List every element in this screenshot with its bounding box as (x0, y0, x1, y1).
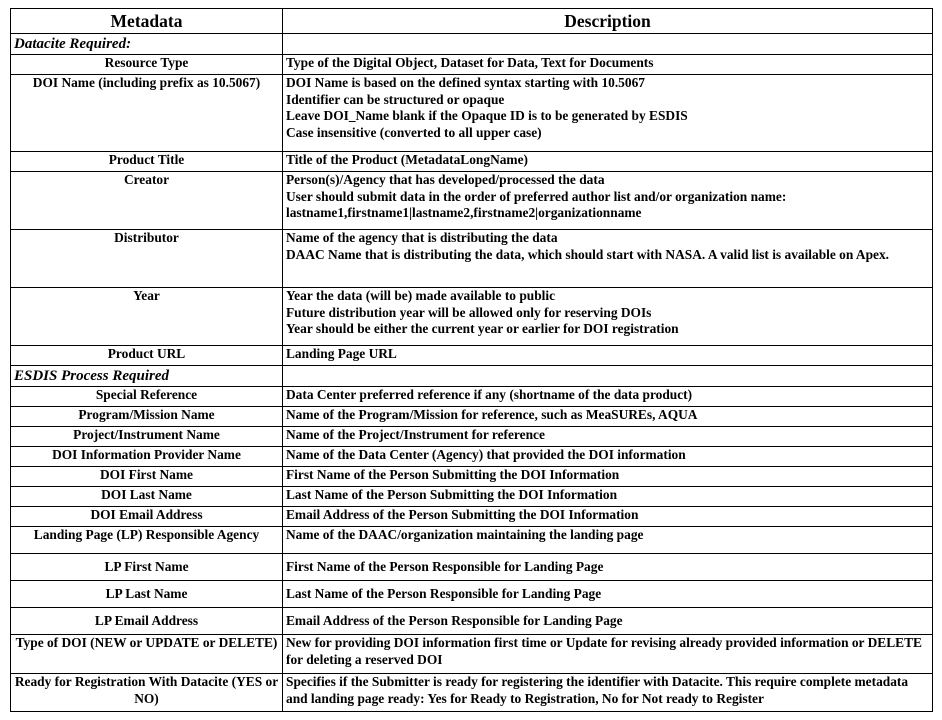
description-line: DAAC Name that is distributing the data, which should start with NASA. A valid list is available on Apex. (286, 246, 890, 262)
description-line: Last Name of the Person Responsible for Landing Page (286, 585, 602, 601)
description-line: First Name of the Person Responsible for Landing Page (286, 558, 604, 574)
description-line: Leave DOI_Name blank if the Opaque ID is to be generated by ESDIS (286, 108, 688, 123)
description-line: Title of the Product (MetadataLongName) (286, 152, 528, 167)
description-cell[interactable] (283, 581, 933, 608)
description-cell[interactable] (283, 407, 933, 427)
description-line: Landing Page URL (286, 346, 397, 361)
description-line: Type of the Digital Object, Dataset for Data, Text for Documents (286, 55, 654, 70)
description-line: Name of the DAAC/organization maintaining the landing page (286, 527, 644, 542)
table-row (11, 55, 933, 75)
description-line: Name of the Program/Mission for reference, such as MeaSUREs, AQUA (286, 407, 698, 422)
table-row (11, 152, 933, 172)
section-row (11, 366, 933, 387)
section-row (11, 34, 933, 55)
table-row (11, 427, 933, 447)
description-line: Email Address of the Person Submitting the DOI Information (286, 507, 639, 522)
description-line: Name of the agency that is distributing the data (286, 230, 558, 245)
description-line: Email Address of the Person Responsible for Landing Page (286, 612, 623, 628)
table-row (11, 554, 933, 581)
description-line: Person(s)/Agency that has developed/processed the data (286, 172, 605, 187)
description-cell[interactable] (283, 55, 933, 75)
description-cell[interactable] (283, 674, 933, 712)
metadata-cell[interactable]: DOI Email Address (11, 507, 283, 527)
section-title[interactable]: ESDIS Process Required (11, 366, 283, 387)
description-cell[interactable] (283, 487, 933, 507)
description-line: First Name of the Person Submitting the DOI Information (286, 467, 620, 482)
description-cell[interactable] (283, 527, 933, 554)
metadata-cell[interactable]: Ready for Registration With Datacite (YES or NO) (11, 674, 283, 712)
description-line: User should submit data in the order of preferred author list and/or organization name: (286, 188, 787, 204)
description-cell[interactable] (283, 230, 933, 288)
table-row (11, 346, 933, 366)
description-cell[interactable] (283, 608, 933, 635)
metadata-cell[interactable]: Creator (11, 172, 283, 230)
metadata-cell[interactable]: DOI Information Provider Name (11, 447, 283, 467)
description-cell[interactable] (283, 346, 933, 366)
table-row (11, 407, 933, 427)
description-line: Last Name of the Person Submitting the DOI Information (286, 487, 618, 502)
table-row (11, 387, 933, 407)
description-cell[interactable] (283, 427, 933, 447)
description-line: Future distribution year will be allowed only for reserving DOIs (286, 304, 652, 320)
metadata-cell[interactable]: Landing Page (LP) Responsible Agency (11, 527, 283, 554)
metadata-cell[interactable]: LP Last Name (11, 581, 283, 608)
table-row (11, 467, 933, 487)
description-cell[interactable] (283, 288, 933, 346)
table-row (11, 581, 933, 608)
metadata-table (10, 8, 933, 712)
metadata-cell[interactable]: DOI Name (including prefix as 10.5067) (11, 75, 283, 152)
header-row (11, 9, 933, 34)
description-line: Year the data (will be) made available to public (286, 288, 556, 303)
metadata-cell[interactable]: Type of DOI (NEW or UPDATE or DELETE) (11, 635, 283, 674)
description-cell[interactable] (283, 467, 933, 487)
header-description[interactable]: Description (283, 9, 933, 34)
table-row (11, 674, 933, 712)
description-cell[interactable] (283, 152, 933, 172)
description-line: Name of the Data Center (Agency) that provided the DOI information (286, 447, 686, 462)
table-row (11, 75, 933, 152)
table-row (11, 527, 933, 554)
metadata-cell[interactable]: Year (11, 288, 283, 346)
metadata-cell[interactable]: LP First Name (11, 554, 283, 581)
metadata-cell[interactable]: LP Email Address (11, 608, 283, 635)
description-line: Specifies if the Submitter is ready for registering the identifier with Datacite. This require complete metadata and landing page ready: Yes for Ready to Registration, No for Not ready to Register (286, 674, 909, 706)
metadata-cell[interactable]: DOI Last Name (11, 487, 283, 507)
metadata-cell[interactable]: Program/Mission Name (11, 407, 283, 427)
description-line: Data Center preferred reference if any (shortname of the data product) (286, 387, 693, 402)
description-line: lastname1,firstname1|lastname2,firstname2|organizationname (286, 205, 642, 220)
metadata-cell[interactable]: Product URL (11, 346, 283, 366)
description-cell[interactable] (283, 172, 933, 230)
description-cell[interactable] (283, 447, 933, 467)
table-row (11, 487, 933, 507)
description-cell[interactable] (283, 635, 933, 674)
metadata-cell[interactable]: Product Title (11, 152, 283, 172)
description-line: New for providing DOI information first time or Update for revising already provided information or DELETE for deleting a reserved DOI (286, 635, 922, 667)
metadata-cell[interactable]: Resource Type (11, 55, 283, 75)
description-cell[interactable] (283, 507, 933, 527)
description-line: Name of the Project/Instrument for reference (286, 427, 545, 442)
metadata-cell[interactable]: DOI First Name (11, 467, 283, 487)
table-row (11, 172, 933, 230)
description-line: Case insensitive (converted to all upper case) (286, 124, 542, 140)
description-cell[interactable] (283, 75, 933, 152)
table-row (11, 230, 933, 288)
description-cell[interactable] (283, 387, 933, 407)
table-row (11, 635, 933, 674)
table-row (11, 288, 933, 346)
description-line: DOI Name is based on the defined syntax starting with 10.5067 (286, 75, 645, 90)
description-cell[interactable] (283, 554, 933, 581)
metadata-cell[interactable]: Special Reference (11, 387, 283, 407)
table-row (11, 507, 933, 527)
metadata-cell[interactable]: Distributor (11, 230, 283, 288)
section-empty-cell[interactable] (283, 366, 933, 387)
header-metadata[interactable]: Metadata (11, 9, 283, 34)
description-line: Identifier can be structured or opaque (286, 91, 505, 107)
metadata-cell[interactable]: Project/Instrument Name (11, 427, 283, 447)
section-empty-cell[interactable] (283, 34, 933, 55)
section-title[interactable]: Datacite Required: (11, 34, 283, 55)
table-row (11, 608, 933, 635)
description-line: Year should be either the current year or earlier for DOI registration (286, 321, 679, 336)
table-row (11, 447, 933, 467)
